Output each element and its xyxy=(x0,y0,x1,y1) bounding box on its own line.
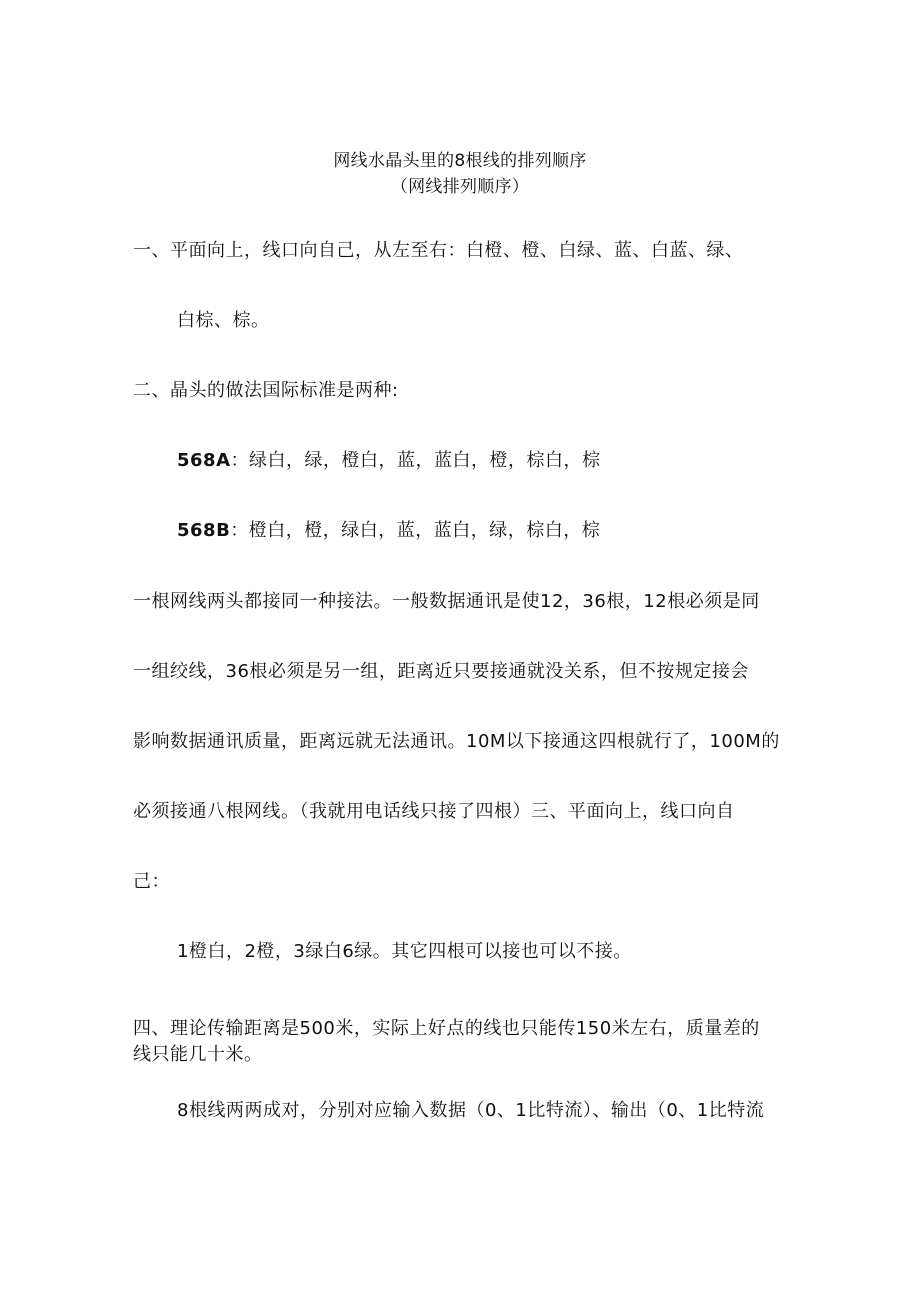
section3-line: 1橙白，2橙，3绿白6绿。其它四根可以接也可以不接。 xyxy=(177,941,632,962)
closing-line: 8根线两两成对，分别对应输入数据（0、1比特流）、输出（0、1比特流 xyxy=(177,1100,765,1121)
standard-568b xyxy=(177,520,600,542)
paragraph-line4: 必须接通八根网线。（我就用电话线只接了四根）三、平面向上，线口向自 xyxy=(133,801,735,822)
paragraph-line3: 影响数据通讯质量，距离远就无法通讯。10M以下接通这四根就行了，100M的 xyxy=(133,731,780,752)
standard-568b-code: 568B xyxy=(177,520,231,541)
document-subtitle: （网线排列顺序） xyxy=(390,177,530,197)
standard-568a-order: ：绿白，绿，橙白，蓝，蓝白，橙，棕白，棕 xyxy=(230,450,601,471)
standard-568a xyxy=(177,450,601,472)
paragraph-line2: 一组绞线，36根必须是另一组，距离近只要接通就没关系，但不按规定接会 xyxy=(133,661,749,682)
section2-heading: 二、晶头的做法国际标准是两种: xyxy=(133,380,399,401)
paragraph-line5: 己： xyxy=(133,871,170,892)
section4-line2: 线只能几十米。 xyxy=(133,1044,263,1065)
document-title: 网线水晶头里的8根线的排列顺序 xyxy=(333,151,587,171)
standard-568a-code: 568A xyxy=(177,450,231,471)
section1-line1: 一、平面向上，线口向自己，从左至右：白橙、橙、白绿、蓝、白蓝、绿、 xyxy=(133,240,744,261)
section4-line1: 四、理论传输距离是500米，实际上好点的线也只能传150米左右，质量差的 xyxy=(133,1018,760,1039)
paragraph-line1: 一根网线两头都接同一种接法。一般数据通讯是使12，36根，12根必须是同 xyxy=(133,591,760,612)
standard-568b-order: ：橙白，橙，绿白，蓝，蓝白，绿，棕白，棕 xyxy=(230,520,601,541)
section1-line2: 白棕、棕。 xyxy=(177,310,270,331)
